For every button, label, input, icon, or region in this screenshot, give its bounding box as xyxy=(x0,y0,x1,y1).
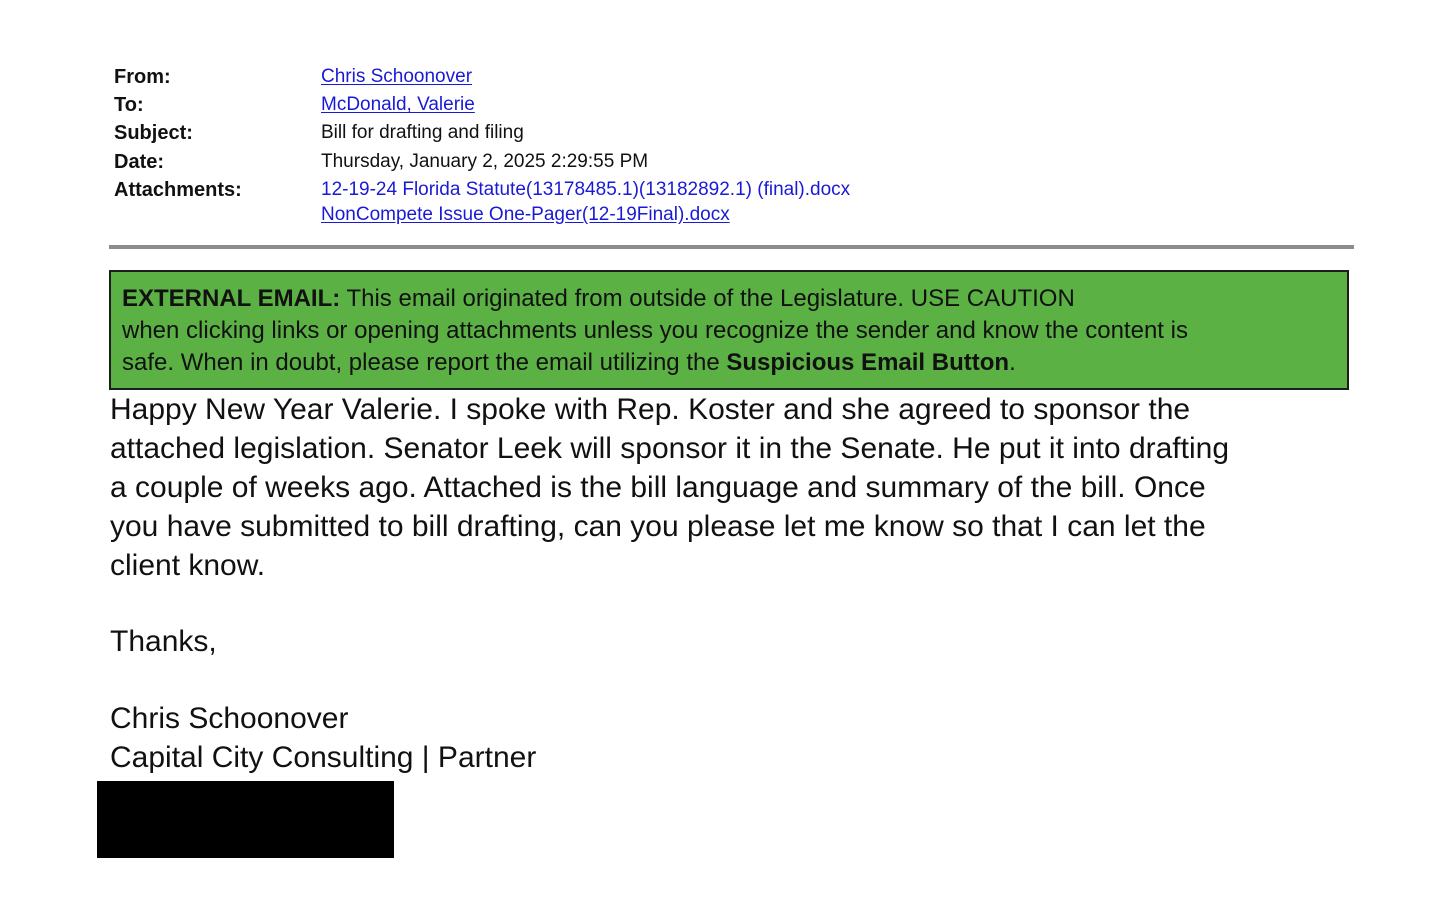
body-line: attached legislation. Senator Leek will sponsor it in the Senate. He put it into drafting xyxy=(110,432,1230,465)
signature-title: Capital City Consulting | Partner xyxy=(110,741,537,774)
to-recipient-link[interactable]: McDonald, Valerie xyxy=(321,94,475,115)
banner-line-3-post: . xyxy=(1009,349,1016,376)
message-body xyxy=(110,390,1350,585)
attachments-label: Attachments: xyxy=(114,179,242,201)
from-label: From: xyxy=(114,66,171,88)
banner-text xyxy=(122,283,1322,379)
body-line: Happy New Year Valerie. I spoke with Rep. Koster and she agreed to sponsor the xyxy=(110,393,1191,426)
to-label: To: xyxy=(114,94,144,116)
banner-bold-prefix: EXTERNAL EMAIL: xyxy=(122,285,341,312)
signature-name: Chris Schoonover xyxy=(110,702,349,735)
attachment-link-1[interactable]: 12-19-24 Florida Statute(13178485.1)(13182892.1) (final).docx xyxy=(321,179,851,200)
body-line: you have submitted to bill drafting, can you please let me know so that I can let the xyxy=(110,510,1206,543)
date-label: Date: xyxy=(114,151,165,173)
body-line: client know. xyxy=(110,549,266,582)
attachment-link-2[interactable]: NonCompete Issue One-Pager(12-19Final).docx xyxy=(321,204,730,225)
subject-label: Subject: xyxy=(114,122,193,144)
banner-line-3-pre: safe. When in doubt, please report the email utilizing the xyxy=(122,349,727,376)
closing-text: Thanks, xyxy=(110,625,217,658)
header-divider xyxy=(109,245,1354,249)
redaction-block xyxy=(97,781,394,858)
external-email-banner xyxy=(109,270,1349,390)
banner-line-1 xyxy=(122,283,1322,315)
banner-line-3 xyxy=(122,347,1322,379)
from-sender-link[interactable]: Chris Schoonover xyxy=(321,66,473,87)
subject-value: Bill for drafting and filing xyxy=(321,122,524,143)
date-value: Thursday, January 2, 2025 2:29:55 PM xyxy=(321,151,649,172)
banner-line-1-rest: This email originated from outside of the Legislature. USE CAUTION xyxy=(340,285,1075,312)
banner-line-2: when clicking links or opening attachments unless you recognize the sender and know the content is xyxy=(122,317,1188,344)
suspicious-email-button-text: Suspicious Email Button xyxy=(726,349,1010,376)
body-line: a couple of weeks ago. Attached is the bill language and summary of the bill. Once xyxy=(110,471,1206,504)
